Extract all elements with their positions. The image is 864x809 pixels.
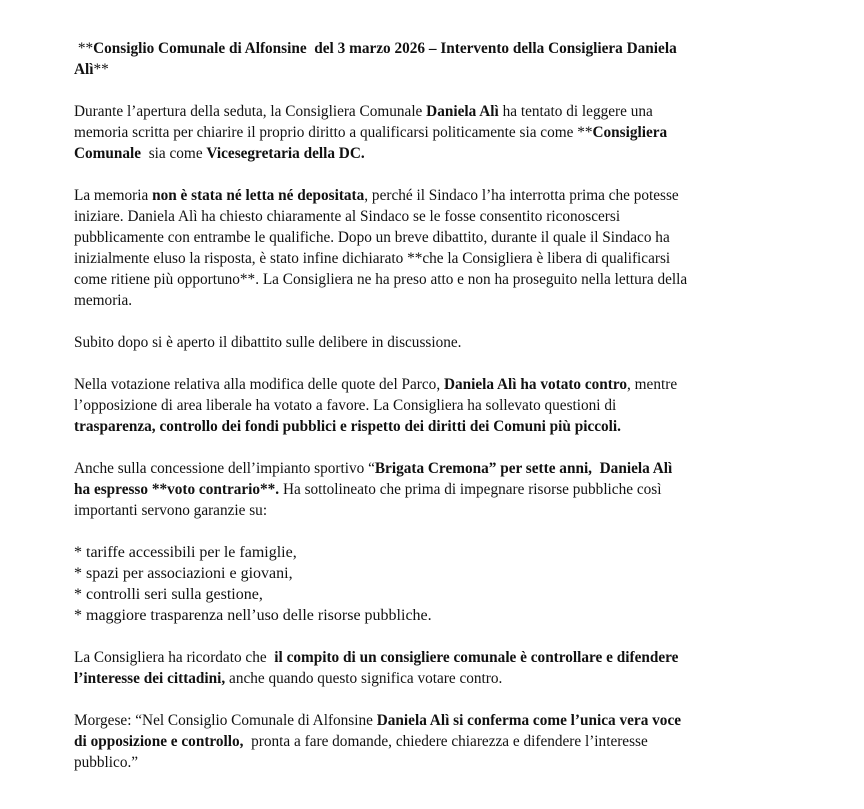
text-line <box>74 143 800 164</box>
paragraph-opening <box>74 101 834 164</box>
text-run: pronta a fare domande, chiedere chiarezza e difendere l’interesse <box>243 733 648 750</box>
paragraph-morgese-quote <box>74 710 834 773</box>
bold-run: Vicesegretaria della DC. <box>206 145 365 162</box>
text-line: pubblico.” <box>74 754 139 771</box>
text-line: l’opposizione di area liberale ha votato a favore. La Consigliera ha sollevato questioni di <box>74 397 617 414</box>
text-run: Ha sottolineato che prima di impegnare risorse pubbliche così <box>279 481 662 498</box>
text-line: pubblicamente con entrambe le qualifiche. Dopo un breve dibattito, durante il quale il Sindaco ha <box>74 229 670 246</box>
list-item: * controlli seri sulla gestione, <box>74 586 263 603</box>
bold-run: Daniela Alì ha votato contro <box>443 376 628 393</box>
text-line <box>74 101 800 122</box>
bold-run: Consiglio Comunale di Alfonsine del 3 marzo 2026 – Intervento della Consigliera Daniela <box>93 40 677 57</box>
text-run: ha tentato di leggere una <box>498 103 653 120</box>
guarantees-list <box>74 542 834 626</box>
text-run: Anche sulla concessione dell’impianto sportivo “ <box>74 460 375 477</box>
text-run: ** <box>93 61 109 78</box>
text-line: Subito dopo si è aperto il dibattito sulle delibere in discussione. <box>74 334 462 351</box>
paragraph-impianto-sportivo <box>74 458 834 521</box>
bold-run: Consigliera <box>592 124 668 141</box>
paragraph-votazione-parco <box>74 374 834 437</box>
text-run: sia come <box>141 145 207 162</box>
text-line: inizialmente eluso la risposta, è stato infine dichiarato **che la Consigliera è libera di qualificarsi <box>74 250 671 267</box>
bold-line: trasparenza, controllo dei fondi pubblici e rispetto dei diritti dei Comuni più piccoli. <box>74 418 621 435</box>
bold-run: Brigata Cremona” per sette anni, Daniela Alì <box>374 460 673 477</box>
text-line <box>74 185 800 206</box>
text-run: La Consigliera ha ricordato che <box>74 649 275 666</box>
list-item: * maggiore trasparenza nell’uso delle risorse pubbliche. <box>74 607 432 624</box>
document-body <box>74 38 834 794</box>
text-line <box>74 668 800 689</box>
bold-run: Daniela Alì <box>426 103 499 120</box>
text-run: Nella votazione relativa alla modifica delle quote del Parco, <box>74 376 444 393</box>
text-run: Durante l’apertura della seduta, la Consigliera Comunale <box>74 103 427 120</box>
paragraph-memoria <box>74 185 834 311</box>
list-item: * spazi per associazioni e giovani, <box>74 565 293 582</box>
document-title <box>74 38 834 80</box>
text-line <box>74 731 800 752</box>
paragraph-compito <box>74 647 834 689</box>
bold-run: Daniela Alì si conferma come l’unica vera voce <box>376 712 682 729</box>
title-line <box>74 59 800 80</box>
bold-run: di opposizione e controllo, <box>74 733 244 750</box>
text-line: iniziare. Daniela Alì ha chiesto chiaramente al Sindaco se le fosse consentito riconoscersi <box>74 208 621 225</box>
bold-run: Alì <box>74 61 94 78</box>
list-item: * tariffe accessibili per le famiglie, <box>74 544 297 561</box>
bold-run: l’interesse dei cittadini, <box>74 670 226 687</box>
text-run: ** <box>74 40 94 57</box>
text-line <box>74 479 800 500</box>
bold-run: il compito di un consigliere comunale è controllare e difendere <box>274 649 679 666</box>
text-run: , mentre <box>627 376 678 393</box>
text-run: , perché il Sindaco l’ha interrotta prima che potesse <box>364 187 679 204</box>
text-line <box>74 710 800 731</box>
text-run: anche quando questo significa votare contro. <box>225 670 503 687</box>
paragraph-dibattito <box>74 332 834 353</box>
text-line: memoria. <box>74 292 133 309</box>
text-run: memoria scritta per chiarire il proprio diritto a qualificarsi politicamente sia come ** <box>74 124 593 141</box>
text-run: La memoria <box>74 187 153 204</box>
text-line: come ritiene più opportuno**. La Consigliera ne ha preso atto e non ha proseguito nella lettura della <box>74 271 688 288</box>
text-run: Morgese: “Nel Consiglio Comunale di Alfonsine <box>74 712 377 729</box>
text-line <box>74 458 800 479</box>
text-line <box>74 374 800 395</box>
text-line <box>74 647 800 668</box>
text-line <box>74 122 800 143</box>
bold-run: ha espresso **voto contrario**. <box>74 481 280 498</box>
bold-run: Comunale <box>74 145 142 162</box>
bold-run: non è stata né letta né depositata <box>152 187 365 204</box>
title-line <box>74 38 800 59</box>
text-line: importanti servono garanzie su: <box>74 502 268 519</box>
